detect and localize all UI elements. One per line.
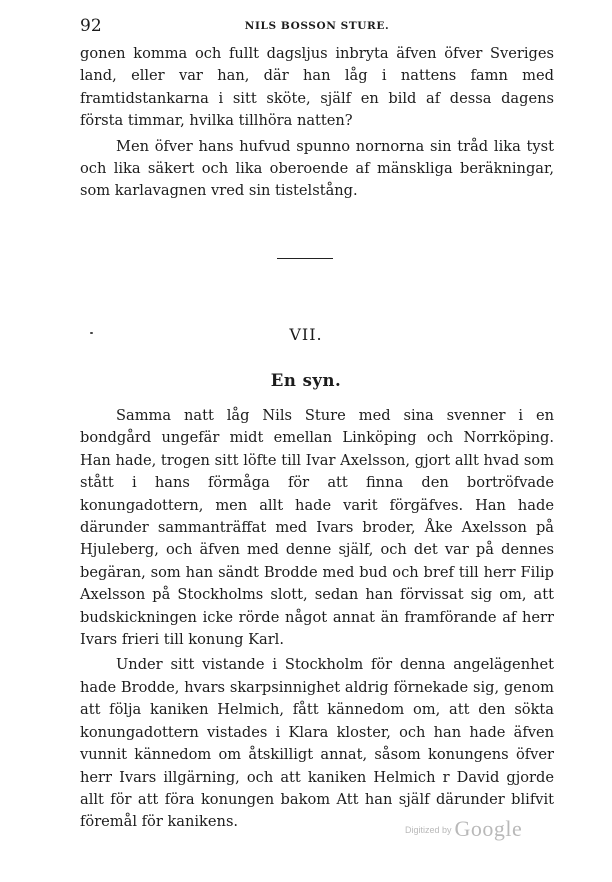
google-logo: Google <box>454 816 523 841</box>
chapter-text <box>80 405 554 834</box>
paragraph: Under sitt vistande i Stockholm för denna angelägenhet hade Brodde, hvars skarpsinnighet aldrig förnekade sig, genom att följa kaniken Helmich, fått kännedom om, att den sökta konungadottern vistades i Klara kloster, och han hade äfven vunnit kännedom om åtskilligt annat, såsom konungens öfver herr Ivars illgärning, och att kaniken Helmich r David gjorde allt för att föra konungen bakom Att han själf därunder blifvit föremål för kanikens. <box>80 656 554 831</box>
paragraph: Samma natt låg Nils Sture med sina svenner i en bondgård ungefär midt emellan Linköping och Norrköping. Han hade, trogen sitt löfte till Ivar Axelsson, gjort allt hvad som stått i hans förmåga för att finna den bortröfvade konungadottern, men allt hade varit förgäfves. Han hade därunder sammanträffat med Ivars broder, Åke Axelsson på Hjuleberg, och äfven med denne själf, och det var på dennes begäran, som han sändt Brodde med bud och bref till herr Filip Axelsson på Stockholms slott, sedan han förvissat sig om, att budskickningen icke rörde något annat än framförande af herr Ivars frieri till konung Karl. <box>80 407 554 649</box>
page-number: 92 <box>80 16 102 36</box>
chapter-number: VII. <box>289 325 323 344</box>
google-watermark <box>405 816 522 842</box>
watermark-small-text: Digitized by <box>405 825 452 835</box>
section-divider <box>277 258 333 259</box>
chapter-title: En syn. <box>270 371 342 390</box>
page-header <box>80 16 554 38</box>
paragraph: Men öfver hans hufvud spunno nornorna sin tråd lika tyst och lika säkert och lika oberoende af mänskliga beräkningar, som karlavagnen vred sin tistelstång. <box>80 137 554 200</box>
intro-text <box>80 43 554 203</box>
running-head: NILS BOSSON STURE. <box>244 20 390 32</box>
paragraph: gonen komma och fullt dagsljus inbryta äfven öfver Sveriges land, eller var han, där han låg i nattens famn med framtidstankarna i sitt sköte, själf en bild af dessa dagens första timmar, hvilka tillhöra natten? <box>80 45 554 130</box>
